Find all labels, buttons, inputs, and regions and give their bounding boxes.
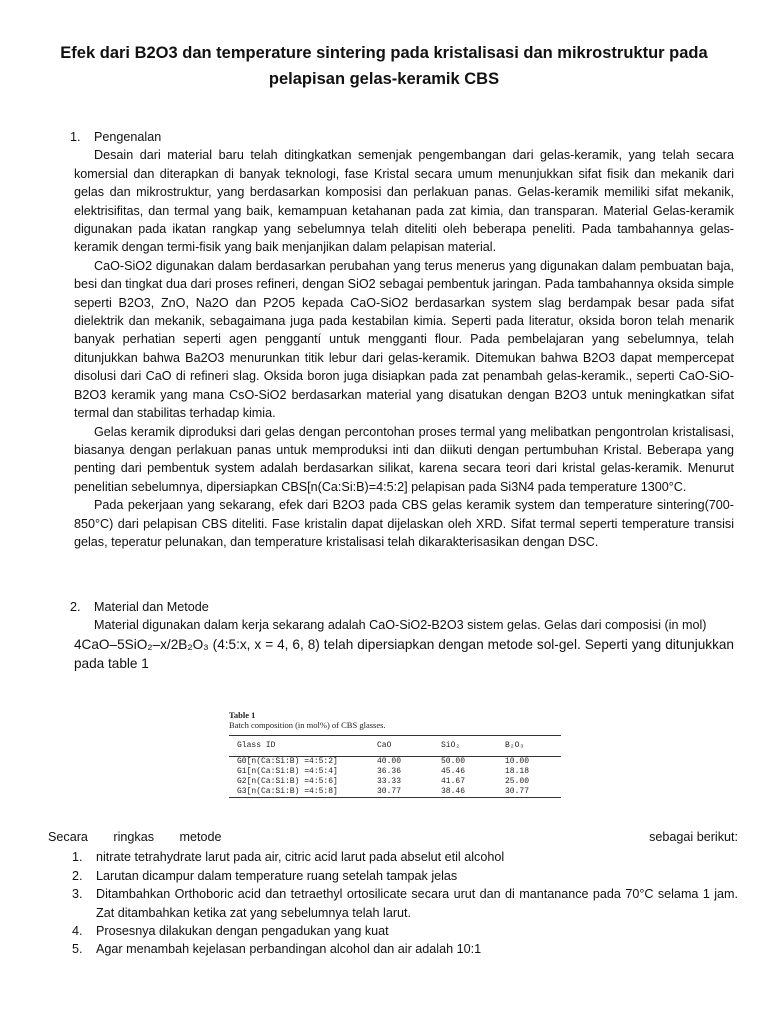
list-number: 4.: [72, 924, 83, 939]
table-caption: Batch composition (in mol%) of CBS glasses.: [229, 720, 386, 730]
list-number: 5.: [72, 942, 83, 957]
table-row: [229, 777, 561, 787]
table-row: [229, 787, 561, 798]
paragraph: CaO-SiO2 digunakan dalam berdasarkan perubahan yang terus menerus yang digunakan dalam pembuatan baja, besi dan tingkat dua dari proses refineri, dengan SiO2 sebagai pembentuk jaringan. Pada tambahannya oksida simple seperti B2O3, ZnO, Na2O dan P2O5 kepada CaO-SiO2 berdasarkan system slag berdampak besar pada sifat dielektrik dan mekanik, sebagaimana juga pada kestabilan kimia. Seperti pada literatur, oksida boron telah menarik banyak perhatian seperti agen penggantí untuk mengganti flour. Pada pembelajaran yang sebelumnya, telah ditunjukkan bahwa Ba2O3 menurunkan titik lebur dari gelas-keramik. Ditemukan bahwa B2O3 dapat mempercepat disolusi dari CaO di refineri slag. Oksida boron juga disiapkan pada zat penambah gelas-keramik., seperti CaO-SiO-B2O3 keramik yang mana CsO-SiO2 berdasarkan material yang disatukan dengan B2O3 untuk meningkatkan sifat termal dan stabilitas terhadap kimia.: [74, 258, 734, 421]
list-item: [72, 922, 738, 940]
table-header-cell: B₂O₃: [505, 741, 525, 750]
table-cell: 45.46: [441, 767, 466, 776]
table-header-cell: CaO: [377, 741, 392, 750]
paragraph: Material digunakan dalam kerja sekarang adalah CaO-SiO2-B2O3 sistem gelas. Gelas dari composisi (in mol): [94, 618, 707, 633]
paragraph: Gelas keramik diproduksi dari gelas dengan percontohan proses termal yang melibatkan pengontrolan kristalisasi, biasanya dengan perlakuan panas untuk memproduksi inti dan diikuti dengan pertumbuhan Kristal. Beberapa yang penting dari pembentuk system adalah berdasarkan silikat, karena secara teori dari kristal gelas-keramik. Menurut penelitian sebelumnya, dipersiapkan CBS[n(Ca:Si:B)=4:5:2] pelapisan pada Si3N4 pada temperature 1300°C.: [74, 424, 734, 494]
table-label: Table 1: [229, 710, 256, 720]
method-summary: [48, 828, 738, 959]
list-item: [72, 848, 738, 866]
section-number: 1.: [70, 130, 81, 144]
table-cell: G2[n(Ca:Si:B) =4:5:6]: [237, 777, 338, 786]
table-row: [229, 757, 561, 768]
section-introduction: [70, 128, 734, 551]
table-cell: 30.77: [505, 787, 530, 796]
list-number: 2.: [72, 868, 83, 883]
table-row: [229, 767, 561, 777]
section-title: Material dan Metode: [94, 600, 209, 614]
list-item: [72, 940, 738, 958]
composition-table-figure: [229, 710, 561, 798]
summary-word: metode: [179, 830, 222, 844]
list-text: Larutan dicampur dalam temperature ruang setelah tampak jelas: [96, 868, 458, 883]
title-line-1: Efek dari B2O3 dan temperature sintering pada kristalisasi dan mikrostruktur pada: [60, 44, 708, 62]
list-text: Agar menambah kejelasan perbandingan alcohol dan air adalah 10:1: [96, 942, 482, 957]
summary-intro: [48, 828, 244, 846]
table-cell: 33.33: [377, 777, 402, 786]
summary-word: Secara: [48, 830, 88, 844]
table-header-cell: Glass ID: [237, 741, 276, 750]
list-number: 1.: [72, 850, 83, 865]
paragraph: Pada pekerjaan yang sekarang, efek dari B2O3 pada CBS gelas keramik system dan temperature sintering(700-850°C) dari pelapisan CBS diteliti. Fase kristalin dapat dijelaskan oleh XRD. Sifat termal seperti temperature transisi gelas, teperatur pelunakan, dan temperature kristalisasi telah dikarakterisasikan dengan DSC.: [74, 498, 734, 549]
section-heading: [70, 598, 734, 616]
document-title: [60, 40, 708, 92]
section-materials-methods: [70, 598, 734, 673]
paragraph: Desain dari material baru telah ditingkatkan semenjak pengembangan dari gelas-keramik, yang telah secara komersial dan diterapkan di banyak teknologi, fase Kristal secara umum menunjukkan sifat fisik dan mekanik dari gelas dan mikrostruktur, yang berdasarkan komposisi dan perlakuan panas. Gelas-keramik memiliki sifat mekanik, elektrisifitas, dan termal yang baik, kemampuan ketahanan pada zat kimia, dan transparan. Material Gelas-keramik digunakan pada ikatan rangkap yang sebelumnya telah diteliti oleh beberapa peneliti. Pada tambahannya gelas-keramik dengan termi-fisik yang baik menjanjikan dalam pelapisan material.: [74, 148, 734, 255]
table-cell: G3[n(Ca:Si:B) =4:5:8]: [237, 787, 338, 796]
table-cell: 10.00: [505, 757, 530, 766]
table-cell: 38.46: [441, 787, 466, 796]
table-cell: 18.18: [505, 767, 530, 776]
list-item: [72, 885, 738, 922]
list-text: nitrate tetrahydrate larut pada air, citric acid larut pada abselut etil alcohol: [96, 850, 505, 865]
summary-word: ringkas: [113, 830, 155, 844]
table-header-row: [229, 736, 561, 757]
table-cell: 25.00: [505, 777, 530, 786]
table-cell: G1[n(Ca:Si:B) =4:5:4]: [237, 767, 338, 776]
section-heading: [70, 128, 734, 146]
table-cell: 41.67: [441, 777, 466, 786]
table-cell: 40.00: [377, 757, 402, 766]
section-number: 2.: [70, 600, 81, 614]
table-cell: G0[n(Ca:Si:B) =4:5:2]: [237, 757, 338, 766]
composition-table: [229, 735, 561, 798]
title-line-2: pelapisan gelas-keramik CBS: [268, 70, 500, 88]
table-header-cell: SiO₂: [441, 741, 461, 750]
table-cell: 30.77: [377, 787, 402, 796]
section-title: Pengenalan: [94, 130, 162, 144]
paragraph: 4CaO–5SiO₂–x/2B₂O₃ (4:5:x, x = 4, 6, 8) telah dipersiapkan dengan metode sol-gel. Seperti yang ditunjukkan pada table 1: [74, 636, 734, 671]
list-text: Prosesnya dilakukan dengan pengadukan yang kuat: [96, 924, 389, 939]
summary-line: [48, 828, 738, 846]
summary-end: sebagai berikut:: [649, 830, 738, 844]
method-steps-list: [48, 848, 738, 958]
table-cell: 50.00: [441, 757, 466, 766]
list-item: [72, 867, 738, 885]
list-number: 3.: [72, 887, 83, 902]
table-cell: 36.36: [377, 767, 402, 776]
list-text: Ditambahkan Orthoboric acid dan tetraethyl ortosilicate secara urut dan di mantanance pada 70°C selama 1 jam. Zat ditambahkan ketika zat yang sebelumnya telah larut.: [96, 887, 738, 920]
